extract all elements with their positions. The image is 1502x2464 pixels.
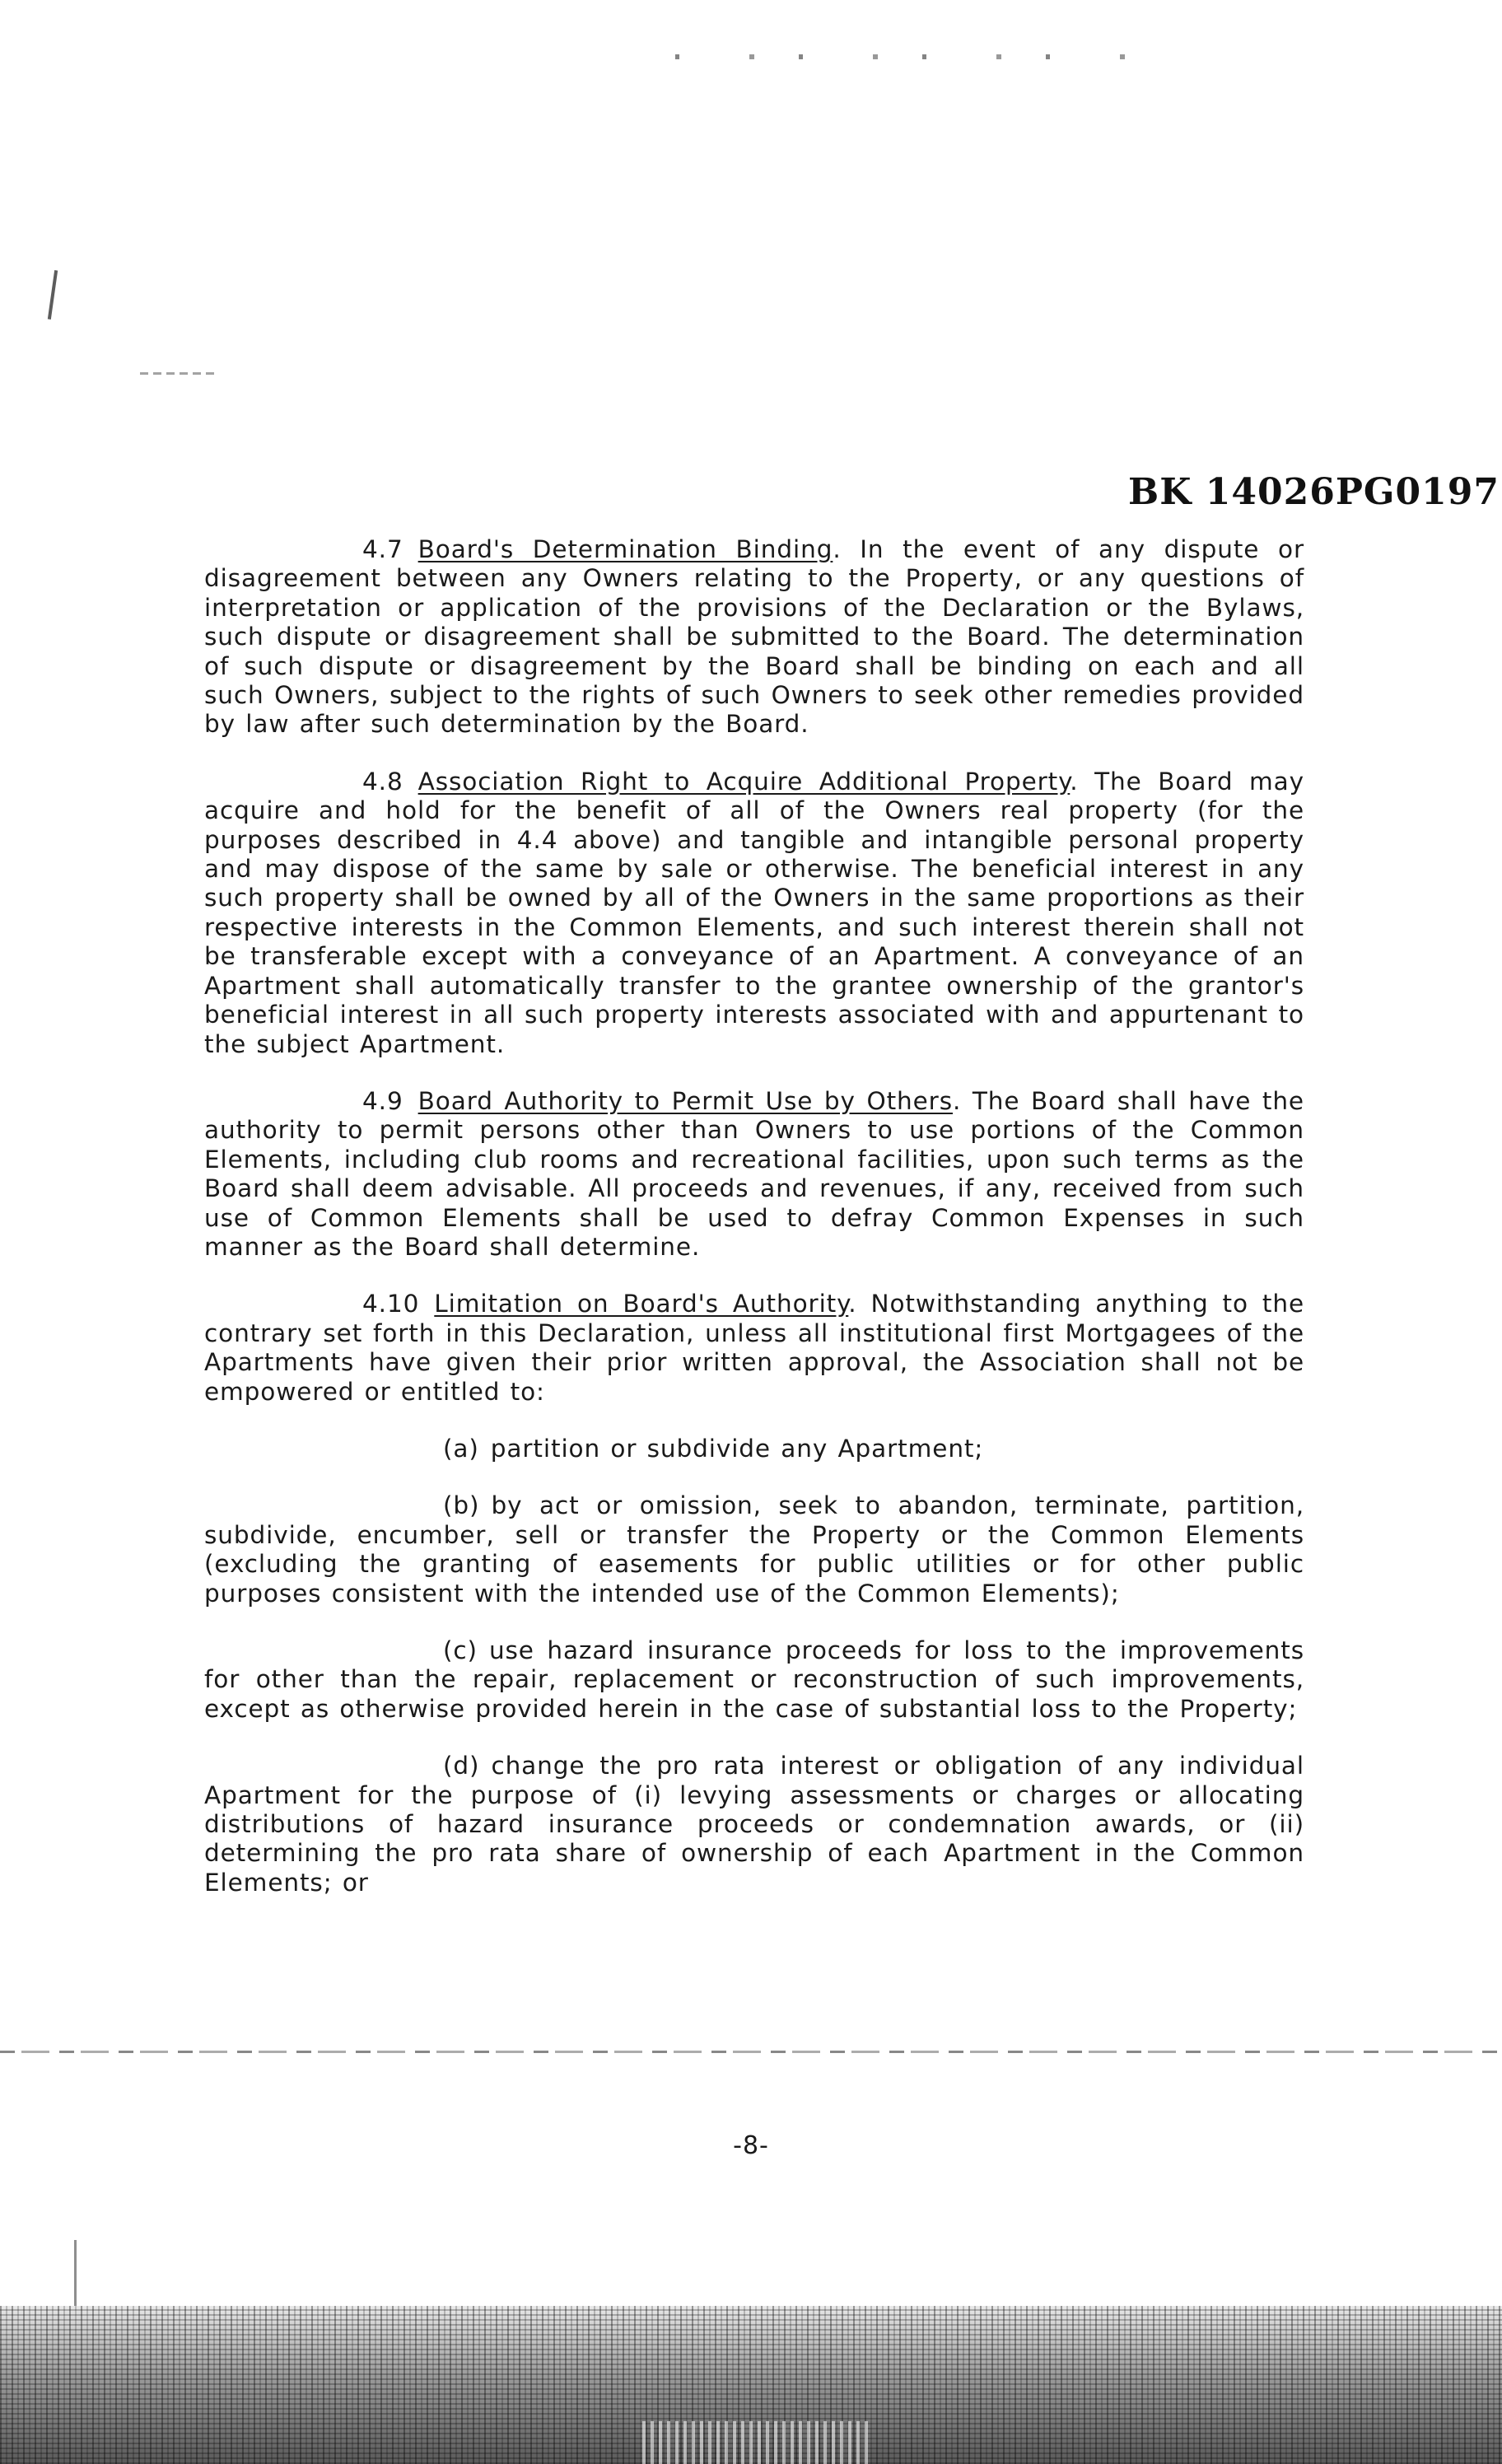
section-heading: Limitation on Board's Authority [434, 1290, 849, 1318]
subitem-label: (b) [443, 1491, 480, 1520]
section-heading: Board Authority to Permit Use by Others [417, 1086, 953, 1115]
section-4-8: 4.8 Association Right to Acquire Additional Property. The Board may acquire and hold for the benefit of all of the Owners real property (for the purposes described in 4.4 above) and tangible and intangible personal property and may dispose of the same by sale or otherwise. The beneficial interest in any such property shall be owned by all of the Owners in the same proportions as their respective interests in the Common Elements, and such interest therein shall not be transferable except with a conveyance of an Apartment. A conveyance of an Apartment shall automatically transfer to the grantee ownership of the grantor's beneficial interest in all such property interests associated with and appurtenant to the subject Apartment. [204, 767, 1304, 1058]
section-text: In the event of any dispute or disagreement between any Owners relating to the Property, or any questions of interpretation or application of the provisions of the Declaration or the Bylaws, such dispute or disagreement shall be submitted to the Board. The determination of such dispute or disagreement by the Board shall be binding on each and all such Owners, subject to the rights of such Owners to seek other remedies provided by law after such determination by the Board. [204, 535, 1304, 739]
section-number: 4.9 [362, 1086, 403, 1115]
scan-divider-line [0, 2051, 1502, 2053]
section-heading: Board's Determination Binding [417, 535, 833, 563]
subitem-d [204, 1752, 1304, 1897]
section-number: 4.8 [362, 767, 403, 796]
section-number: 4.7 [362, 535, 403, 563]
subitem-c [204, 1636, 1304, 1724]
subitem-label: (d) [443, 1752, 480, 1780]
scan-noise-top [675, 54, 1136, 59]
document-body [204, 535, 1304, 1925]
scan-marks-bottom-left [74, 2240, 200, 2308]
section-text: Notwithstanding anything to the contrary set forth in this Declaration, unless all institutional first Mortgagees of the Apartments have given their prior written approval, the Association shall not be empowered or entitled to: [204, 1290, 1304, 1406]
subitem-text: use hazard insurance proceeds for loss to the improvements for other than the repair, replacement or reconstruction of such improvements, except as otherwise provided herein in the case of substantial loss to the Property; [204, 1636, 1304, 1723]
subitem-label: (a) [443, 1434, 479, 1463]
section-4-10: 4.10 Limitation on Board's Authority. Notwithstanding anything to the contrary set forth in this Declaration, unless all institutional first Mortgagees of the Apartments have given their prior written approval, the Association shall not be empowered or entitled to: [204, 1290, 1304, 1406]
section-text: The Board shall have the authority to permit persons other than Owners to use portions of the Common Elements, including club rooms and recreational facilities, upon such terms as the Board shall deem advisable. All proceeds and revenues, if any, received from such use of Common Elements shall be used to defray Common Expenses in such manner as the Board shall determine. [204, 1086, 1304, 1261]
section-4-7: 4.7 Board's Determination Binding. In the event of any dispute or disagreement between any Owners relating to the Property, or any questions of interpretation or application of the provisions of the Declaration or the Bylaws, such dispute or disagreement shall be submitted to the Board. The determination of such dispute or disagreement by the Board shall be binding on each and all such Owners, subject to the rights of such Owners to seek other remedies provided by law after such determination by the Board. [204, 535, 1304, 739]
scan-noise-bottom-light [642, 2421, 873, 2464]
subitem-b [204, 1491, 1304, 1608]
scan-dash-left [140, 372, 214, 375]
subitem-text: change the pro rata interest or obligation of any individual Apartment for the purpose of (i) levying assessments or charges or allocating distributions of hazard insurance proceeds or condemnation awards, or (ii) determining the pro rata share of ownership of each Apartment in the Common Elements; or [204, 1752, 1304, 1897]
subitem-label: (c) [443, 1636, 478, 1664]
section-heading: Association Right to Acquire Additional Property [417, 767, 1071, 796]
book-page-reference: BK 14026PG0197 [1128, 471, 1500, 513]
scan-mark-left [48, 270, 58, 320]
section-text: The Board may acquire and hold for the benefit of all of the Owners real property (for the purposes described in 4.4 above) and tangible and intangible personal property and may dispose of the same by sale or otherwise. The beneficial interest in any such property shall be owned by all of the Owners in the same proportions as their respective interests in the Common Elements, and such interest therein shall not be transferable except with a conveyance of an Apartment. A conveyance of an Apartment shall automatically transfer to the grantee ownership of the grantor's beneficial interest in all such property interests associated with and appurtenant to the subject Apartment. [204, 767, 1304, 1058]
section-4-9: 4.9 Board Authority to Permit Use by Others. The Board shall have the authority to permit persons other than Owners to use portions of the Common Elements, including club rooms and recreational facilities, upon such terms as the Board shall deem advisable. All proceeds and revenues, if any, received from such use of Common Elements shall be used to defray Common Expenses in such manner as the Board shall determine. [204, 1086, 1304, 1261]
subitem-text: by act or omission, seek to abandon, terminate, partition, subdivide, encumber, sell or transfer the Property or the Common Elements (excluding the granting of easements for public utilities or for other public purposes consistent with the intended use of the Common Elements); [204, 1491, 1304, 1608]
section-number: 4.10 [362, 1290, 420, 1318]
page-number: -8- [733, 2131, 769, 2160]
subitem-text: partition or subdivide any Apartment; [490, 1434, 984, 1463]
subitem-a [204, 1435, 1304, 1463]
